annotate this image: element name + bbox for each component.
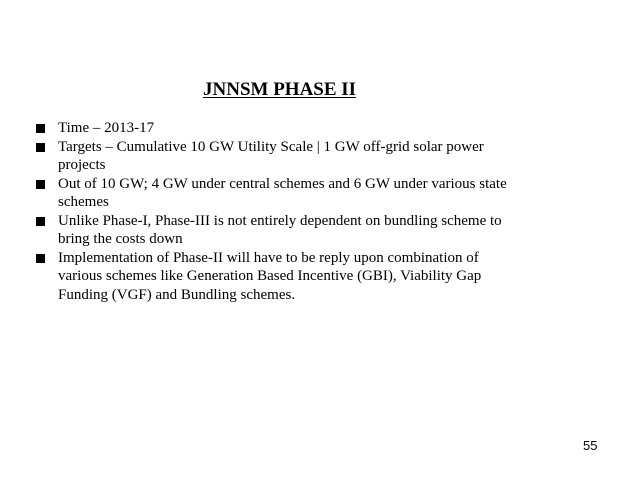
bullet-item-bundling: [36, 212, 596, 249]
square-bullet-icon: [36, 254, 45, 263]
bullet-item-capacity-split: [36, 175, 596, 212]
bullet-line: projects: [58, 157, 106, 173]
bullet-item-time: [36, 119, 596, 138]
bullet-line: Targets – Cumulative 10 GW Utility Scale | 1 GW off-grid solar power: [58, 138, 484, 155]
square-bullet-icon: [36, 180, 45, 189]
bullet-list: [36, 119, 596, 304]
slide-title: JNNSM PHASE II: [203, 79, 357, 100]
bullet-line: Time – 2013-17: [58, 120, 155, 136]
bullet-line: Funding (VGF) and Bundling schemes.: [58, 286, 296, 303]
bullet-text: [58, 249, 596, 305]
bullet-line: Implementation of Phase-II will have to be reply upon combination of: [58, 249, 479, 266]
square-bullet-icon: [36, 217, 45, 226]
square-bullet-icon: [36, 143, 45, 152]
square-bullet-icon: [36, 124, 45, 133]
bullet-text: [58, 138, 596, 175]
bullet-text: [58, 175, 596, 212]
bullet-text: [58, 212, 596, 249]
bullet-item-implementation: [36, 249, 596, 305]
bullet-line: bring the costs down: [58, 231, 183, 247]
bullet-line: various schemes like Generation Based Incentive (GBI), Viability Gap: [58, 268, 482, 284]
bullet-item-targets: [36, 138, 596, 175]
bullet-line: Out of 10 GW; 4 GW under central schemes and 6 GW under various state: [58, 175, 507, 192]
page-number: 55: [583, 438, 598, 453]
bullet-text: [58, 119, 596, 138]
bullet-line: schemes: [58, 194, 109, 210]
bullet-line: Unlike Phase-I, Phase-III is not entirely dependent on bundling scheme to: [58, 212, 502, 229]
